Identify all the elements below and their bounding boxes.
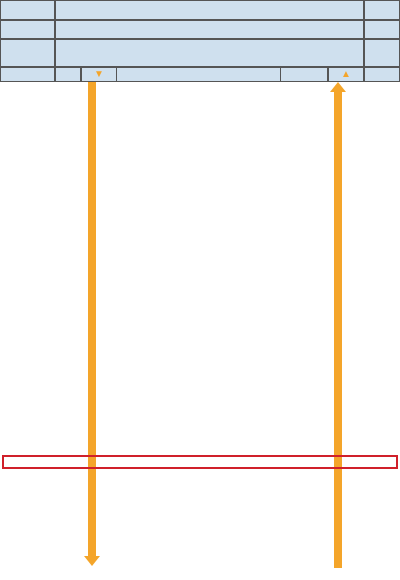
col-read-down [0, 67, 55, 82]
column-headers [0, 67, 400, 82]
train-number-row [0, 0, 400, 20]
train-number-label [55, 0, 364, 20]
right-days [364, 20, 400, 39]
left-train-number [0, 0, 55, 20]
highlighted-row-outline [2, 455, 398, 469]
col-read-up [364, 67, 400, 82]
right-train-number [364, 0, 400, 20]
col-up-arrow-head [328, 67, 364, 82]
service-label [55, 39, 364, 67]
down-direction-arrow [88, 82, 96, 558]
left-service-icons [0, 39, 55, 67]
up-arrow-head-icon [330, 82, 346, 92]
arrow-up-icon: ▲ [341, 69, 351, 80]
arrow-down-icon: ▼ [94, 69, 104, 80]
left-days [0, 20, 55, 39]
col-mile [55, 67, 81, 82]
col-symbol [280, 67, 328, 82]
col-station-blank [117, 67, 280, 82]
col-down-arrow-head [81, 67, 117, 82]
days-row [0, 20, 400, 39]
days-label [55, 20, 364, 39]
service-row [0, 39, 400, 67]
up-direction-arrow [334, 92, 342, 568]
right-service-icons [364, 39, 400, 67]
down-arrow-head-icon [84, 556, 100, 566]
